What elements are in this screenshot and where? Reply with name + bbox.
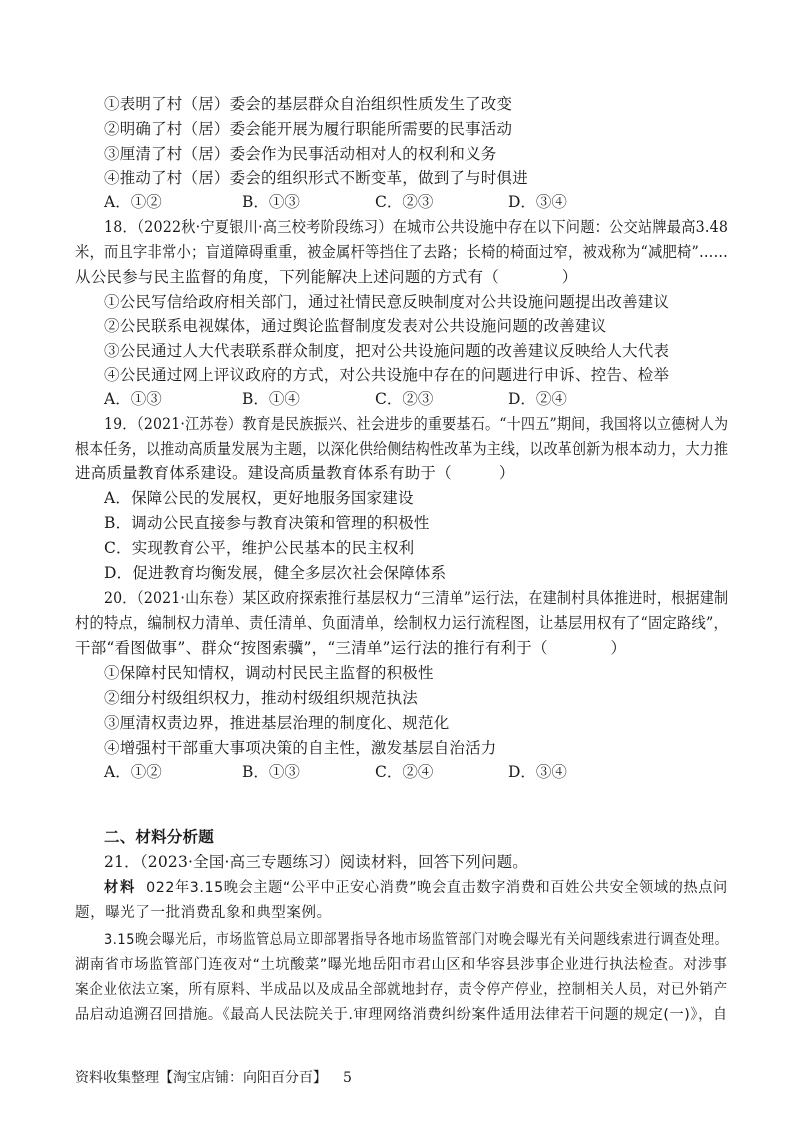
- material-line-4: 湖南省市场监管部门连夜对“土坑酸菜”曝光地岳阳市君山区和华容县涉事企业进行执法检查。对涉事: [75, 957, 728, 973]
- section-heading: 二、材料分析题: [104, 827, 214, 846]
- q18-stem-line-2: 米，而且字非常小；盲道障碍重重，被金属杆等挡住了去路；长椅的椅面过窄，被戏称为“减肥椅”……: [75, 243, 729, 261]
- q20-item-2: ②细分村级组织权力，推动村级组织规范执法: [104, 689, 419, 707]
- q19-stem-line-2: 根本任务，以推动高质量发展为主题，以深化供给侧结构性改革为主线，以改革创新为根本动力，大力推: [75, 440, 729, 458]
- q18-option-d: D．②④: [508, 390, 567, 408]
- q21-stem: 21．（2023·全国·高三专题练习）阅读材料，回答下列问题。: [104, 853, 528, 871]
- q19-option-c: C．实现教育公平，维护公民基本的民主权利: [104, 539, 415, 557]
- q20-option-c: C．②④: [375, 763, 434, 781]
- q20-option-d: D．③④: [508, 763, 567, 781]
- material-line-5: 案企业依法立案，所有原料、半成品以及成品全部就地封存，责令停产停业，控制相关人员，对已外销产: [75, 982, 728, 998]
- q19-option-a: A．保障公民的发展权，更好地服务国家建设: [104, 489, 414, 507]
- q17-option-a: A．①②: [104, 193, 162, 211]
- q17-option-d: D．③④: [508, 193, 567, 211]
- q19-stem-line-3: 进高质量教育体系建设。建设高质量教育体系有助于（ ）: [75, 464, 515, 482]
- material-line-6: 品启动追溯召回措施。《最高人民法院关于.审理网络消费纠纷案件适用法律若干问题的规定(一)》，自: [75, 1007, 728, 1023]
- q18-stem-line-1: 18．（2022秋·宁夏银川·高三校考阶段练习）在城市公共设施中存在以下问题：公交站牌最高3.48: [104, 218, 729, 236]
- q18-option-a: A．①③: [104, 390, 162, 408]
- q19-stem-line-1: 19．（2021·江苏卷）教育是民族振兴、社会进步的重要基石。“十四五”期间，我国将以立德树人为: [104, 415, 729, 433]
- q18-option-b: B．①④: [242, 390, 300, 408]
- q19-option-d: D．促进教育均衡发展，健全多层次社会保障体系: [104, 564, 447, 582]
- q18-item-4: ④公民通过网上评议政府的方式，对公共设施中存在的问题进行申诉、控告、检举: [104, 366, 670, 384]
- material-line-2: 题，曝光了一批消费乱象和典型案例。: [75, 905, 332, 921]
- q18-item-3: ③公民通过人大代表联系群众制度，把对公共设施问题的改善建议反映给人大代表: [104, 342, 670, 360]
- page-footer: [75, 1068, 352, 1088]
- q20-option-b: B．①③: [242, 763, 300, 781]
- q17-item-1: ①表明了村（居）委会的基层群众自治组织性质发生了改变: [104, 95, 513, 113]
- q20-item-3: ③厘清权责边界，推进基层治理的制度化、规范化: [104, 714, 450, 732]
- q17-option-b: B．①③: [242, 193, 300, 211]
- q20-stem-line-2: 村的特点，编制权力清单、责任清单、负面清单，绘制权力运行流程图，让基层用权有了“固定路线”，: [75, 614, 729, 632]
- page-number: 5: [343, 1070, 352, 1086]
- material-text-1: 022年3.15晚会主题“公平中正安心消费”晚会直击数字消费和百姓公共安全领域的热点问: [146, 880, 728, 896]
- q18-stem-line-3: 从公民参与民主监督的角度，下列能解决上述问题的方式有（ ）: [75, 268, 578, 286]
- q20-option-a: A．①②: [104, 763, 162, 781]
- q19-option-b: B．调动公民直接参与教育决策和管理的积极性: [104, 514, 430, 532]
- q20-item-4: ④增强村干部重大事项决策的自主性，激发基层自治活力: [104, 739, 497, 757]
- q20-item-1: ①保障村民知情权，调动村民民主监督的积极性: [104, 664, 434, 682]
- q18-option-c: C．②③: [375, 390, 434, 408]
- material-line-3: 3.15晚会曝光后，市场监管总局立即部署指导各地市场监管部门对晚会曝光有关问题线索进行调查处理。: [104, 932, 729, 948]
- footer-source-text: 资料收集整理【淘宝店铺：向阳百分百】: [75, 1070, 327, 1086]
- q20-stem-line-3: 干部“看图做事”、群众“按图索骥”，“三清单”运行法的推行有利于（ ）: [75, 639, 627, 657]
- material-label: 材料: [104, 880, 137, 896]
- q17-item-2: ②明确了村（居）委会能开展为履行职能所需要的民事活动: [104, 120, 513, 138]
- q17-item-4: ④推动了村（居）委会的组织形式不断变革，做到了与时俱进: [104, 169, 528, 187]
- q18-item-2: ②公民联系电视媒体，通过舆论监督制度发表对公共设施问题的改善建议: [104, 317, 607, 335]
- q17-option-c: C．②③: [375, 193, 434, 211]
- q17-item-3: ③厘清了村（居）委会作为民事活动相对人的权利和义务: [104, 145, 497, 163]
- material-line-1: [104, 878, 728, 898]
- q18-item-1: ①公民写信给政府相关部门，通过社情民意反映制度对公共设施问题提出改善建议: [104, 293, 670, 311]
- q20-stem-line-1: 20．（2021·山东卷）某区政府探索推行基层权力“三清单”运行法，在建制村具体推进时，根据建制: [104, 589, 729, 607]
